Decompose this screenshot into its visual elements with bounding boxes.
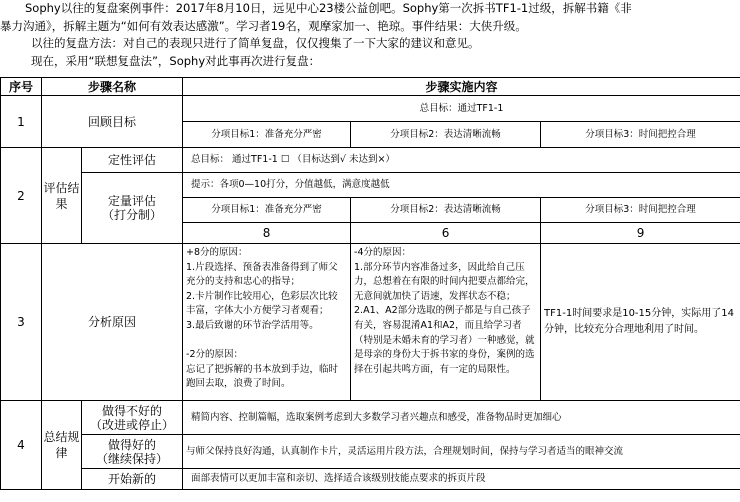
intro-line-3: 以往的复盘方法：对自己的表现只进行了简单复盘，仅仅搜集了一下大家的建议和意见。 (31, 36, 480, 50)
row3-analysis-1: +8分的原因： 1.片段选择、预备表准备得到了师父充分的支持和忠心的指导； 2.卡片制作比较用心，色彩层次比较丰富，字体大小方便学习者观看； 3.最后致谢的环节治学活用等。 -2分的原因： 忘记了把拆解的书本放到手边，临时跑回去取，浪费了时间。 (183, 244, 351, 401)
review-table (0, 77, 740, 490)
row4-good-cell (82, 435, 183, 469)
row2-score-3: 9 (541, 223, 740, 244)
row4-good-sub: （继续保持） (96, 451, 169, 466)
row3-no: 3 (1, 244, 42, 401)
row2-sub-goal-1: 分项目标1：准备充分严密 (183, 198, 351, 223)
row2-no: 2 (1, 148, 42, 244)
intro-line-2: 暴力沟通》，拆解主题为“如何有效表达感激”。学习者19名，观摩家加一、艳琼。事件结果：大侠升级。 (0, 18, 527, 33)
row1-overall-row (1, 96, 740, 122)
row2-quant-sub: （打分制） (102, 208, 163, 222)
row2-sub-goal-2: 分项目标2：表达清晰流畅 (351, 198, 541, 223)
row2-qual-label: 定性评估 (82, 148, 183, 173)
row2-score-1: 8 (183, 223, 351, 244)
row4-new-row (1, 469, 740, 490)
header-content: 步骤实施内容 (183, 78, 740, 96)
row4-bad-label: 做得不好的 (102, 403, 163, 418)
row4-bad-sub: （改进或停止） (90, 417, 175, 432)
header-no: 序号 (1, 78, 42, 96)
header-step: 步骤名称 (42, 78, 183, 96)
row2-quant-hint: 提示：各项0—10打分，分值越低，满意度越低 (183, 173, 740, 198)
row4-good-label: 做得好的 (108, 437, 157, 452)
row1-name: 回顾目标 (42, 96, 183, 148)
row4-good-content: 与师父保持良好沟通，认真制作卡片，灵活运用片段方法，合理规划时间，保持与学习者适当的眼神交流 (183, 435, 740, 469)
row3-name: 分析原因 (42, 244, 183, 401)
header-row (1, 78, 740, 96)
row4-new-label: 开始新的 (82, 469, 183, 490)
row4-bad-content: 精简内容、控制篇幅，选取案例考虑到大多数学习者兴趣点和感受，准备物品时更加细心 (183, 401, 740, 435)
row2-qual-content: 总目标： 通过TF1-1 ☐ （目标达到√ 未达到×） (183, 148, 740, 173)
intro-line-1: Sophy以往的复盘案例事件：2017年8月10日，远见中心23楼公益创吧。Sophy第一次拆书TF1-1过级，拆解书籍《非 (25, 1, 632, 15)
row2-qual-row (1, 148, 740, 173)
row2-group: 评估结果 (42, 148, 82, 244)
row2-hint-row (1, 173, 740, 198)
row2-sub-goal-3: 分项目标3：时间把控合理 (541, 198, 740, 223)
row3 (1, 244, 740, 401)
row4-bad-row (1, 401, 740, 435)
row3-analysis-2: -4分的原因： 1.部分环节内容准备过多，因此给自己压力，总想着在有限的时间内把要点都给完，无意间就加快了语速，发挥状态不稳； 2.A1、A2部分选取的例子都是与自己孩子有关，容易混淆A1和A2，而且给学习者（特别是未婚未育的学习者）一种感觉，就是母亲的身份大于拆书家的身份，案例的选择在引起共鸣方面，有一定的局限性。 (351, 244, 541, 401)
row4-bad-cell (82, 401, 183, 435)
row4-new-content: 面部表情可以更加丰富和亲切、选择适合该级别技能点要求的拆页片段 (183, 469, 740, 490)
row1-overall-goal: 总目标：通过TF1-1 (183, 96, 740, 122)
row1-sub-goal-2: 分项目标2：表达清晰流畅 (351, 122, 541, 148)
intro-text (0, 0, 740, 76)
row2-score-2: 6 (351, 223, 541, 244)
row1-no: 1 (1, 96, 42, 148)
row1-sub-goal-1: 分项目标1：准备充分严密 (183, 122, 351, 148)
intro-line-4: 现在，采用“联想复盘法”，Sophy对此事再次进行复盘： (31, 53, 321, 68)
row4-good-row (1, 435, 740, 469)
row4-group: 总结规律 (42, 401, 82, 490)
row3-analysis-3: TF1-1时间要求是10-15分钟，实际用了14分钟，比较充分合理地利用了时间。 (541, 244, 740, 401)
row4-no: 4 (1, 401, 42, 490)
row1-sub-goal-3: 分项目标3：时间把控合理 (541, 122, 740, 148)
row2-quant-label: 定量评估 (108, 194, 157, 208)
row2-quant-label-cell (82, 173, 183, 244)
